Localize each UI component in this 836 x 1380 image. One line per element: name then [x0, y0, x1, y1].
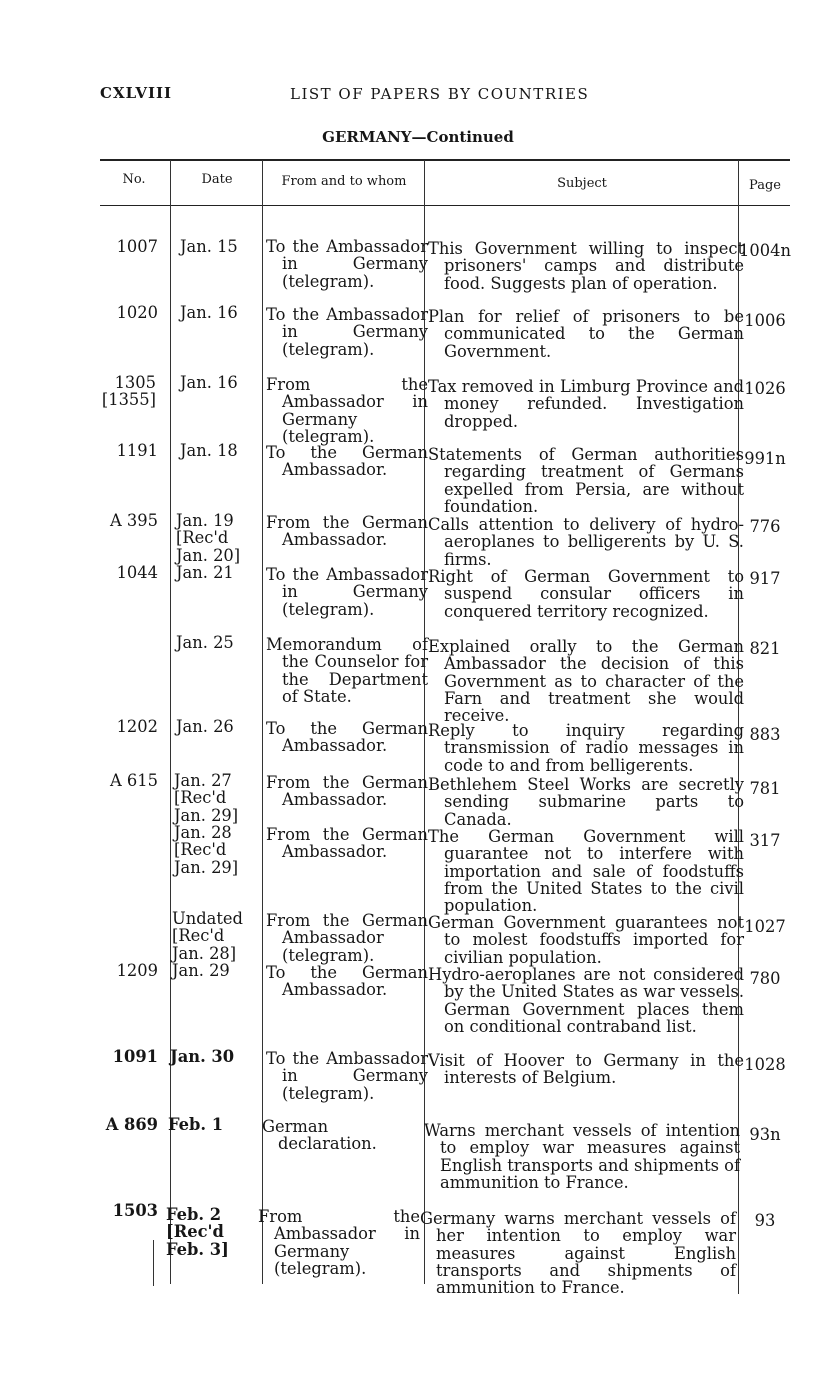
table-top-rule [100, 159, 790, 161]
row-page: 821 [749, 639, 781, 658]
row-date: Jan. 15 [180, 237, 238, 256]
col-header-from-to: From and to whom [281, 174, 407, 189]
row-subject: German Government guarantees not to molest foodstuffs imported for civilian population. [428, 913, 744, 967]
row-page: 317 [749, 831, 781, 850]
row-page: 1027 [744, 917, 786, 936]
row-no: 1202 [116, 717, 158, 736]
row-from-to: To the German Ambassador. [266, 963, 428, 1000]
row-subject: Bethlehem Steel Works are secretly sending submarine parts to Canada. [428, 775, 744, 829]
row-page: 776 [749, 517, 781, 536]
column-divider [262, 160, 263, 1284]
row-date: Jan. 18 [180, 441, 238, 460]
row-date: Undated [Rec'd Jan. 28] [172, 909, 243, 963]
row-page: 991n [744, 449, 786, 468]
row-date: Jan. 16 [180, 373, 238, 392]
row-page: 1028 [744, 1055, 786, 1074]
row-from-to: To the Ambassador in Germany (telegram). [266, 1049, 428, 1103]
row-subject: Right of German Government to suspend consular officers in conquered territory recognized. [428, 567, 744, 621]
row-no: 1007 [116, 237, 158, 256]
row-date: Jan. 30 [170, 1047, 235, 1066]
row-from-to: From the Ambassador in Germany (telegram). [258, 1207, 420, 1278]
row-subject: Plan for relief of prisoners to be communicated to the German Government. [428, 307, 744, 361]
row-no: A 395 [109, 511, 158, 530]
row-page: 883 [749, 725, 781, 744]
row-date: Feb. 2 [Rec'd Feb. 3] [166, 1205, 229, 1259]
row-page: 781 [749, 779, 781, 798]
row-page: 93 [754, 1211, 776, 1230]
header-bottom-rule [100, 205, 790, 206]
row-date: Jan. 25 [176, 633, 234, 652]
col-header-subject: Subject [557, 176, 607, 191]
running-title: LIST OF PAPERS BY COUNTRIES [290, 85, 590, 103]
row-page: 1004n [739, 241, 791, 260]
section-title [0, 128, 836, 146]
row-no: 1191 [116, 441, 158, 460]
row-subject: The German Government will guarantee not to interfere with importation and sale of foodstuffs from the United States to the civil population. [428, 827, 744, 916]
row-subject: Explained orally to the German Ambassador the decision of this Government as to character of the Farn and treatment she would receive. [428, 637, 744, 726]
row-date: Jan. 29 [172, 961, 230, 980]
row-subject: Calls attention to delivery of hydro-aeroplanes to belligerents by U. S. firms. [428, 515, 744, 569]
row-no: 1044 [116, 563, 158, 582]
row-from-to: To the Ambassador in Germany (telegram). [266, 237, 428, 291]
row-date: Jan. 21 [176, 563, 234, 582]
row-subject: Warns merchant vessels of intention to employ war measures against English transports and shipments of ammunition to France. [424, 1121, 740, 1192]
row-subject: Germany warns merchant vessels of her intention to employ war measures against English transports and shipments of ammunition to France. [420, 1209, 736, 1298]
row-page: 93n [749, 1125, 781, 1144]
row-no: 1503 [112, 1201, 158, 1220]
row-subject: Reply to inquiry regarding transmission of radio messages in code to and from belligerents. [428, 721, 744, 775]
row-no: A 869 [105, 1115, 158, 1134]
row-from-to: From the German Ambassador (telegram). [266, 911, 428, 965]
row-page: 917 [749, 569, 781, 588]
row-no: A 615 [109, 771, 158, 790]
column-divider [153, 1240, 154, 1286]
col-header-date: Date [201, 172, 233, 187]
row-subject: Hydro-aeroplanes are not considered by the United States as war vessels. German Government places them on conditional contraband list. [428, 965, 744, 1036]
row-no: 1091 [112, 1047, 158, 1066]
row-from-to: From the German Ambassador. [266, 825, 428, 862]
row-date: Jan. 16 [180, 303, 238, 322]
section-continued: —Continued [411, 128, 514, 146]
row-page: 780 [749, 969, 781, 988]
row-page: 1006 [744, 311, 786, 330]
row-no: 1020 [116, 303, 158, 322]
col-header-page: Page [749, 178, 781, 193]
row-from-to: To the German Ambassador. [266, 719, 428, 756]
row-date: Jan. 27 [Rec'd Jan. 29] [174, 771, 239, 825]
row-date: Feb. 1 [168, 1115, 224, 1134]
section-country: GERMANY [322, 128, 412, 146]
row-subject: Tax removed in Limburg Province and money refunded. Investigation dropped. [428, 377, 744, 431]
row-from-to: To the German Ambassador. [266, 443, 428, 480]
row-from-to: To the Ambassador in Germany (telegram). [266, 305, 428, 359]
row-from-to: To the Ambassador in Germany (telegram). [266, 565, 428, 619]
row-page: 1026 [744, 379, 786, 398]
row-from-to: From the German Ambassador. [266, 513, 428, 550]
row-from-to: Memorandum of the Counselor for the Department of State. [266, 635, 428, 706]
folio-number: CXLVIII [100, 84, 173, 102]
row-from-to: From the Ambassador in Germany (telegram). [266, 375, 428, 446]
row-date: Jan. 19 [Rec'd Jan. 20] [176, 511, 241, 565]
row-no: 1209 [116, 961, 158, 980]
row-subject: Visit of Hoover to Germany in the interests of Belgium. [428, 1051, 744, 1088]
row-from-to: From the German Ambassador. [266, 773, 428, 810]
col-header-no: No. [122, 172, 146, 187]
row-from-to: German declaration. [262, 1117, 377, 1154]
row-no: 1305 [1355] [101, 373, 156, 410]
row-subject: This Government willing to inspect prisoners' camps and distribute food. Suggests plan of operation. [428, 239, 744, 293]
row-subject: Statements of German authorities regarding treatment of Germans expelled from Persia, are without foundation. [428, 445, 744, 516]
row-date: Jan. 28 [Rec'd Jan. 29] [174, 823, 239, 877]
row-date: Jan. 26 [176, 717, 234, 736]
